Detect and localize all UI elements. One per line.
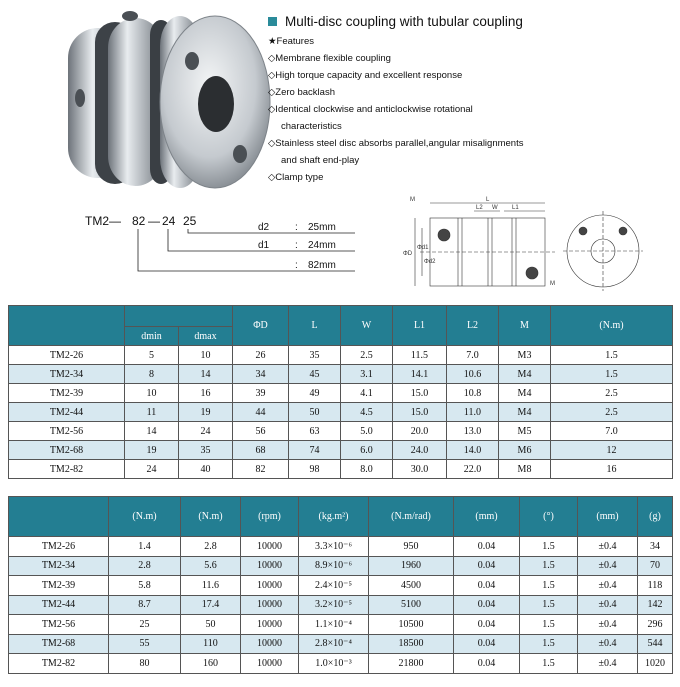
value-cell: 11.0 [447, 403, 499, 422]
value-cell: 950 [369, 537, 454, 557]
value-cell: 8.7 [109, 595, 181, 615]
feature-item: ◇Clamp type [268, 172, 324, 183]
table-row [9, 460, 673, 479]
value-cell: 24.0 [393, 441, 447, 460]
value-cell: 11.5 [393, 346, 447, 365]
table-row [9, 537, 673, 557]
t2-head-angular: (°) [520, 497, 578, 537]
model-cell: TM2-68 [9, 634, 109, 654]
value-cell: 11 [125, 403, 179, 422]
value-cell: M4 [499, 384, 551, 403]
model-cell: TM2-82 [9, 460, 125, 479]
t1-head-torque: (N.m) [551, 306, 673, 346]
table2-header-row [9, 497, 673, 537]
value-cell: 118 [638, 576, 673, 596]
value-cell: 74 [289, 441, 341, 460]
value-cell: ±0.4 [578, 537, 638, 557]
value-cell: 2.5 [341, 346, 393, 365]
value-cell: 10.8 [447, 384, 499, 403]
model-cell: TM2-82 [9, 654, 109, 674]
value-cell: ±0.4 [578, 595, 638, 615]
value-cell: 10000 [241, 615, 299, 635]
value-cell: 2.4×10⁻⁵ [299, 576, 369, 596]
feature-item-cont: and shaft end-play [281, 155, 360, 166]
value-cell: 63 [289, 422, 341, 441]
model-cell: TM2-44 [9, 403, 125, 422]
t1-head-model [9, 306, 125, 346]
table-row [9, 403, 673, 422]
value-cell: 56 [233, 422, 289, 441]
value-cell: 35 [289, 346, 341, 365]
value-cell: 8.9×10⁻⁶ [299, 556, 369, 576]
value-cell: 50 [181, 615, 241, 635]
value-cell: 49 [289, 384, 341, 403]
value-cell: 4.1 [341, 384, 393, 403]
value-cell: 2.5 [551, 384, 673, 403]
t2-head-model [9, 497, 109, 537]
model-cell: TM2-39 [9, 576, 109, 596]
value-cell: 55 [109, 634, 181, 654]
value-cell: 0.04 [454, 634, 520, 654]
value-cell: 10000 [241, 537, 299, 557]
value-cell: M5 [499, 422, 551, 441]
value-cell: 142 [638, 595, 673, 615]
dim-L1: L1 [512, 205, 519, 211]
end-view [563, 211, 643, 291]
code-d1: 24 [162, 214, 176, 228]
value-cell: ±0.4 [578, 615, 638, 635]
value-cell: 0.04 [454, 654, 520, 674]
value-cell: 3.2×10⁻⁵ [299, 595, 369, 615]
value-cell: 8 [125, 365, 179, 384]
value-cell: 19 [125, 441, 179, 460]
value-cell: 12 [551, 441, 673, 460]
value-cell: 15.0 [393, 403, 447, 422]
model-cell: TM2-56 [9, 422, 125, 441]
value-cell: ±0.4 [578, 576, 638, 596]
value-cell: 68 [233, 441, 289, 460]
table-row [9, 634, 673, 654]
d2-sep: : [295, 222, 298, 233]
code-prefix: TM2— [85, 214, 121, 228]
dim-M-end: M [550, 281, 555, 287]
value-cell: 26 [233, 346, 289, 365]
value-cell: 2.5 [551, 403, 673, 422]
model-cell: TM2-34 [9, 556, 109, 576]
value-cell: 7.0 [447, 346, 499, 365]
value-cell: ±0.4 [578, 634, 638, 654]
value-cell: 14 [179, 365, 233, 384]
value-cell: 34 [233, 365, 289, 384]
dim-d2: Φd2 [424, 259, 436, 265]
value-cell: 544 [638, 634, 673, 654]
value-cell: 80 [109, 654, 181, 674]
value-cell: 44 [233, 403, 289, 422]
value-cell: 18500 [369, 634, 454, 654]
value-cell: 2.8 [181, 537, 241, 557]
value-cell: 1.5 [520, 654, 578, 674]
value-cell: 39 [233, 384, 289, 403]
product-title: Multi-disc coupling with tubular coupling [285, 14, 523, 29]
value-cell: 5 [125, 346, 179, 365]
t2-head-speed: (rpm) [241, 497, 299, 537]
value-cell: 7.0 [551, 422, 673, 441]
value-cell: M4 [499, 365, 551, 384]
value-cell: 98 [289, 460, 341, 479]
model-cell: TM2-26 [9, 537, 109, 557]
dim-d1: Φd1 [417, 245, 429, 251]
value-cell: 20.0 [393, 422, 447, 441]
value-cell: 11.6 [181, 576, 241, 596]
features-title [268, 14, 678, 29]
t1-head-dmax: dmax [179, 327, 233, 346]
table-row [9, 384, 673, 403]
value-cell: M8 [499, 460, 551, 479]
features-heading: ★Features [268, 36, 315, 47]
value-cell: 10.6 [447, 365, 499, 384]
value-cell: 70 [638, 556, 673, 576]
code-dash: — [148, 214, 160, 228]
model-code-diagram [80, 205, 370, 285]
value-cell: 1.5 [520, 537, 578, 557]
value-cell: 1.5 [551, 346, 673, 365]
table-row [9, 576, 673, 596]
feature-item: ◇High torque capacity and excellent response [268, 70, 463, 81]
t2-head-rated-torque: (N.m) [109, 497, 181, 537]
value-cell: 1.1×10⁻⁴ [299, 615, 369, 635]
value-cell: 1.5 [520, 615, 578, 635]
value-cell: 16 [179, 384, 233, 403]
value-cell: 10000 [241, 576, 299, 596]
value-cell: 160 [181, 654, 241, 674]
value-cell: 15.0 [393, 384, 447, 403]
value-cell: 5.6 [181, 556, 241, 576]
feature-item: ◇Membrane flexible coupling [268, 53, 391, 64]
value-cell: 35 [179, 441, 233, 460]
feature-item: ◇Stainless steel disc absorbs parallel,angular misalignments [268, 138, 524, 149]
dim-M-side: M [410, 197, 415, 203]
value-cell: 0.04 [454, 556, 520, 576]
size-value: 82mm [308, 260, 336, 271]
dim-phiD: ΦD [403, 251, 413, 257]
value-cell: 25 [109, 615, 181, 635]
t2-head-axial: (mm) [578, 497, 638, 537]
t2-head-inertia: (kg.m²) [299, 497, 369, 537]
value-cell: 5.0 [341, 422, 393, 441]
value-cell: 10000 [241, 634, 299, 654]
size-sep: : [295, 260, 298, 271]
t2-head-parallel: (mm) [454, 497, 520, 537]
t1-head-w: W [341, 306, 393, 346]
value-cell: 1.5 [551, 365, 673, 384]
value-cell: 3.3×10⁻⁶ [299, 537, 369, 557]
model-cell: TM2-34 [9, 365, 125, 384]
value-cell: 50 [289, 403, 341, 422]
value-cell: 14 [125, 422, 179, 441]
value-cell: 10 [125, 384, 179, 403]
dim-W: W [492, 205, 498, 211]
value-cell: 40 [179, 460, 233, 479]
table-row [9, 595, 673, 615]
value-cell: 14.1 [393, 365, 447, 384]
value-cell: 3.1 [341, 365, 393, 384]
value-cell: 2.8 [109, 556, 181, 576]
value-cell: 21800 [369, 654, 454, 674]
t2-head-stiffness: (N.m/rad) [369, 497, 454, 537]
coupling-body [68, 11, 270, 188]
model-cell: TM2-68 [9, 441, 125, 460]
value-cell: 0.04 [454, 537, 520, 557]
technical-drawing [400, 193, 675, 293]
feature-item: ◇Zero backlash [268, 87, 335, 98]
value-cell: 1.4 [109, 537, 181, 557]
value-cell: 19 [179, 403, 233, 422]
value-cell: 10500 [369, 615, 454, 635]
value-cell: M4 [499, 403, 551, 422]
value-cell: 8.0 [341, 460, 393, 479]
value-cell: 5100 [369, 595, 454, 615]
value-cell: 4.5 [341, 403, 393, 422]
value-cell: M6 [499, 441, 551, 460]
d1-sep: : [295, 240, 298, 251]
t1-head-l2: L2 [447, 306, 499, 346]
t1-head-bore [125, 306, 233, 327]
value-cell: 1.0×10⁻³ [299, 654, 369, 674]
table-row [9, 346, 673, 365]
t1-head-phid: ΦD [233, 306, 289, 346]
value-cell: M3 [499, 346, 551, 365]
value-cell: 24 [179, 422, 233, 441]
value-cell: 1020 [638, 654, 673, 674]
value-cell: 10000 [241, 654, 299, 674]
value-cell: 0.04 [454, 615, 520, 635]
value-cell: 13.0 [447, 422, 499, 441]
side-view [415, 203, 555, 286]
value-cell: 34 [638, 537, 673, 557]
t1-head-l1: L1 [393, 306, 447, 346]
t2-head-max-torque: (N.m) [181, 497, 241, 537]
model-cell: TM2-39 [9, 384, 125, 403]
d2-label: d2 [258, 222, 270, 233]
table-row [9, 365, 673, 384]
table1-body [9, 346, 673, 479]
value-cell: 1.5 [520, 595, 578, 615]
value-cell: 1.5 [520, 556, 578, 576]
value-cell: 17.4 [181, 595, 241, 615]
d2-value: 25mm [308, 222, 336, 233]
model-cell: TM2-44 [9, 595, 109, 615]
value-cell: 24 [125, 460, 179, 479]
feature-item: ◇Identical clockwise and anticlockwise rotational [268, 104, 473, 115]
table-row [9, 615, 673, 635]
value-cell: 2.8×10⁻⁴ [299, 634, 369, 654]
t2-head-weight: (g) [638, 497, 673, 537]
d1-value: 24mm [308, 240, 336, 251]
features-block [268, 14, 678, 186]
value-cell: 5.8 [109, 576, 181, 596]
title-square-icon [268, 17, 277, 26]
value-cell: 6.0 [341, 441, 393, 460]
value-cell: 10 [179, 346, 233, 365]
table-row [9, 556, 673, 576]
value-cell: 30.0 [393, 460, 447, 479]
table-row [9, 422, 673, 441]
value-cell: 1.5 [520, 576, 578, 596]
model-cell: TM2-26 [9, 346, 125, 365]
value-cell: 4500 [369, 576, 454, 596]
dimensions-table [8, 305, 673, 479]
d1-label: d1 [258, 240, 270, 251]
value-cell: 1.5 [520, 634, 578, 654]
value-cell: 82 [233, 460, 289, 479]
t1-head-l: L [289, 306, 341, 346]
value-cell: ±0.4 [578, 556, 638, 576]
code-d2: 25 [183, 214, 197, 228]
performance-table [8, 496, 673, 674]
value-cell: 22.0 [447, 460, 499, 479]
dim-L: L [486, 197, 490, 203]
value-cell: 45 [289, 365, 341, 384]
model-cell: TM2-56 [9, 615, 109, 635]
table-row [9, 654, 673, 674]
table-row [9, 441, 673, 460]
value-cell: 110 [181, 634, 241, 654]
feature-item-cont: characteristics [281, 121, 342, 132]
value-cell: 10000 [241, 556, 299, 576]
code-size: 82 [132, 214, 146, 228]
coupling-photo [40, 6, 275, 196]
value-cell: 14.0 [447, 441, 499, 460]
value-cell: 296 [638, 615, 673, 635]
value-cell: 0.04 [454, 576, 520, 596]
value-cell: ±0.4 [578, 654, 638, 674]
table2-body [9, 537, 673, 674]
t1-head-m: M [499, 306, 551, 346]
value-cell: 0.04 [454, 595, 520, 615]
value-cell: 16 [551, 460, 673, 479]
dim-L2: L2 [476, 205, 483, 211]
value-cell: 1960 [369, 556, 454, 576]
table1-header-row [9, 306, 673, 327]
t1-head-dmin: dmin [125, 327, 179, 346]
value-cell: 10000 [241, 595, 299, 615]
